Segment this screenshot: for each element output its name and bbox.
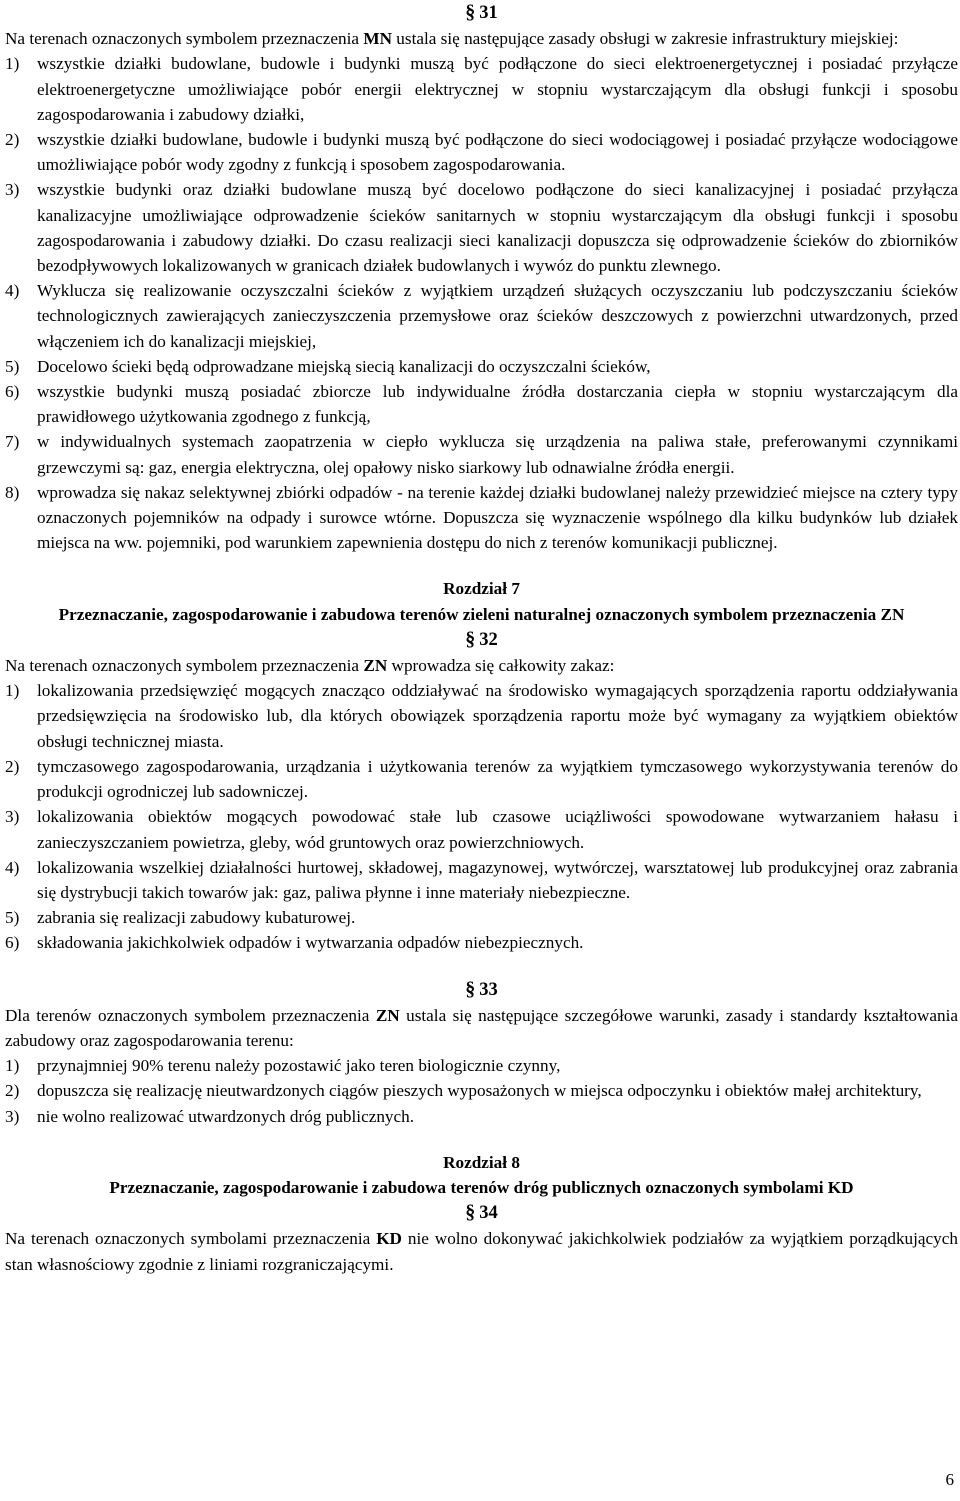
item-text: dopuszcza się realizację nieutwardzonych ciągów pieszych wyposażonych w miejsca odpoczynku i obiektów małej architektury,: [37, 1081, 922, 1101]
item-number: 1): [5, 1056, 20, 1076]
section-symbol: §: [465, 977, 476, 1000]
item-text: wszystkie działki budowlane, budowle i budynki muszą być podłączone do sieci elektroenergetycznej i posiadać przyłącze elektroenergetyczne umożliwiające pobór energii elektrycznej w stopniu wystarczającym dla obsługi funkcji i sposobu zagospodarowania i zabudowy działki,: [37, 54, 958, 124]
zone-code: ZN: [363, 656, 388, 676]
item-text: wszystkie budynki oraz działki budowlane muszą być docelowo podłączone do sieci kanalizacyjnej i posiadać przyłącza kanalizacyjne umożliwiające odprowadzenie ścieków sanitarnych w stopniu wystarczającym dla obsługi funkcji i sposobu zagospodarowania i zabudowy działki. Do czasu realizacji sieci kanalizacji dopuszcza się odprowadzenie ścieków do zbiorników bezodpływowych lokalizowanych w granicach działek budowlanych i wywóz do punktu zlewnego.: [37, 180, 958, 276]
section-32-intro: [5, 653, 958, 678]
item-number: 6): [5, 382, 20, 402]
section-symbol: §: [465, 627, 476, 650]
list-item: [5, 1078, 958, 1103]
item-number: 2): [5, 1081, 20, 1101]
section-number: 33: [479, 979, 498, 1000]
list-item: [5, 804, 958, 854]
section-number: 32: [479, 629, 498, 650]
intro-text: wprowadza się całkowity zakaz:: [387, 656, 615, 676]
item-text: Docelowo ścieki będą odprowadzane miejską siecią kanalizacji do oczyszczalni ścieków,: [37, 356, 651, 376]
list-item: [5, 754, 958, 804]
item-number: 3): [5, 180, 20, 200]
list-item: [5, 177, 958, 278]
zone-code: ZN: [375, 1005, 400, 1025]
item-text: składowania jakichkolwiek odpadów i wytwarzania odpadów niebezpiecznych.: [37, 933, 584, 953]
intro-text: Na terenach oznaczonych symbolami przeznaczenia: [5, 1229, 377, 1249]
intro-text: Dla terenów oznaczonych symbolem przeznaczenia: [5, 1005, 376, 1025]
section-heading-32: [5, 627, 958, 653]
item-number: 1): [5, 681, 20, 701]
item-number: 8): [5, 482, 20, 502]
spacer: [5, 1129, 958, 1150]
item-text: zabrania się realizacji zabudowy kubaturowej.: [37, 908, 356, 928]
list-item: [5, 1053, 958, 1078]
item-number: 2): [5, 130, 20, 150]
section-33-list: [5, 1053, 958, 1129]
section-31-list: [5, 51, 958, 555]
list-item: [5, 930, 958, 955]
item-number: 3): [5, 1106, 20, 1126]
page-content: [5, 0, 958, 1277]
item-text: lokalizowania przedsięwzięć mogących znacząco oddziaływać na środowisko wymagających sporządzenia raportu oddziaływania przedsięwzięcia na środowisko lub, dla których obowiązek sporządzenia raportu może być wymagany za wyjątkiem obiektów obsługi technicznej miasta.: [37, 681, 958, 751]
section-33-intro: [5, 1003, 958, 1053]
chapter-8-title: Rozdział 8: [443, 1152, 520, 1172]
zone-code: MN: [363, 29, 392, 49]
item-text: wprowadza się nakaz selektywnej zbiórki odpadów - na terenie każdej działki budowlanej należy przewidzieć miejsce na cztery typy oznaczonych pojemników na odpady i surowce wtórne. Dopuszcza się wyznaczenie wspólnego dla kilku budynków lub działek miejsca na ww. pojemniki, pod warunkiem zapewnienia dostępu do nich z terenów komunikacji publicznej.: [37, 482, 958, 553]
intro-text: ustala się następujące zasady obsługi w zakresie infrastruktury miejskiej:: [392, 29, 899, 49]
item-number: 1): [5, 54, 20, 74]
chapter-8-subtitle: Przeznaczanie, zagospodarowanie i zabudowa terenów dróg publicznych oznaczonych symbolami KD: [109, 1177, 854, 1197]
section-32-list: [5, 678, 958, 955]
page-number: 6: [945, 1470, 954, 1489]
item-number: 5): [5, 356, 20, 376]
zone-code: KD: [376, 1229, 402, 1249]
list-item: [5, 379, 958, 429]
intro-text: ustala się następujące szczegółowe warunki, zasady i standardy kształtowania zabudowy oraz zagospodarowania terenu:: [5, 1005, 958, 1050]
spacer: [5, 555, 958, 576]
item-number: 4): [5, 857, 20, 877]
item-text: w indywidualnych systemach zaopatrzenia w ciepło wyklucza się urządzenia na paliwa stałe, preferowanymi czynnikami grzewczymi są: gaz, energia elektryczna, olej opałowy nisko siarkowy lub odnawialne źródła energii.: [37, 432, 958, 477]
list-item: [5, 278, 958, 354]
section-31-intro: [5, 26, 958, 51]
item-text: wszystkie budynki muszą posiadać zbiorcze lub indywidualne źródła dostarczania ciepła w stopniu wystarczającym dla prawidłowego użytkowania zgodnego z funkcją,: [37, 382, 958, 427]
item-text: Wyklucza się realizowanie oczyszczalni ścieków z wyjątkiem urządzeń służących oczyszczaniu lub podczyszczaniu ścieków technologicznych zawierających zanieczyszczenia przemysłowe oraz ścieków deszczowych z powierzchni utwardzonych, przed włączeniem ich do kanalizacji miejskiej,: [37, 281, 958, 351]
section-number: 34: [479, 1203, 498, 1224]
chapter-7-subtitle: Przeznaczanie, zagospodarowanie i zabudowa terenów zieleni naturalnej oznaczonych symbolem przeznaczenia ZN: [58, 604, 905, 624]
item-text: wszystkie działki budowlane, budowle i budynki muszą być podłączone do sieci wodociągowej i posiadać przyłącze wodociągowe umożliwiające pobór wody zgodny z funkcją i sposobem zagospodarowania.: [37, 130, 958, 175]
section-symbol: §: [465, 1, 476, 23]
section-number: 31: [479, 3, 498, 23]
item-text: lokalizowania wszelkiej działalności hurtowej, składowej, magazynowej, wytwórczej, warsztatowej lub produkcyjnej oraz zabrania się dystrybucji takich towarów jak: gaz, paliwa płynne i inne materiały niebezpieczne.: [37, 857, 958, 902]
item-text: tymczasowego zagospodarowania, urządzania i użytkowania terenów za wyjątkiem tymczasowego wykorzystywania terenów do produkcji ogrodniczej lub sadowniczej.: [37, 756, 958, 802]
item-text: lokalizowania obiektów mogących powodować stałe lub czasowe uciążliwości spowodowane wytwarzaniem hałasu i zanieczyszczaniem powietrza, gleby, wód gruntowych oraz powierzchniowych.: [37, 807, 958, 852]
item-text: nie wolno realizować utwardzonych dróg publicznych.: [37, 1106, 415, 1126]
spacer: [5, 956, 958, 977]
item-number: 4): [5, 281, 20, 301]
item-text: przynajmniej 90% terenu należy pozostawić jako teren biologicznie czynny,: [37, 1056, 561, 1076]
list-item: [5, 429, 958, 479]
item-number: 3): [5, 807, 20, 827]
intro-text: nie wolno dokonywać jakichkolwiek podziałów za wyjątkiem porządkujących stan własnościowy zgodnie z liniami rozgraniczającymi.: [5, 1229, 958, 1274]
list-item: [5, 905, 958, 930]
section-symbol: §: [465, 1201, 476, 1224]
item-number: 2): [5, 756, 20, 776]
item-number: 5): [5, 908, 20, 928]
section-34-intro: [5, 1226, 958, 1276]
list-item: [5, 127, 958, 177]
list-item: [5, 51, 958, 127]
item-number: 6): [5, 933, 20, 953]
list-item: [5, 855, 958, 905]
intro-text: Na terenach oznaczonych symbolem przeznaczenia: [5, 656, 364, 676]
chapter-7-title: Rozdział 7: [443, 579, 520, 599]
item-number: 7): [5, 432, 20, 452]
list-item: [5, 678, 958, 754]
intro-text: Na terenach oznaczonych symbolem przeznaczenia: [5, 29, 364, 49]
list-item: [5, 480, 958, 556]
list-item: [5, 354, 958, 379]
section-heading-31: [5, 0, 958, 26]
section-heading-33: [5, 977, 958, 1003]
section-heading-34: [5, 1200, 958, 1226]
list-item: [5, 1104, 958, 1129]
